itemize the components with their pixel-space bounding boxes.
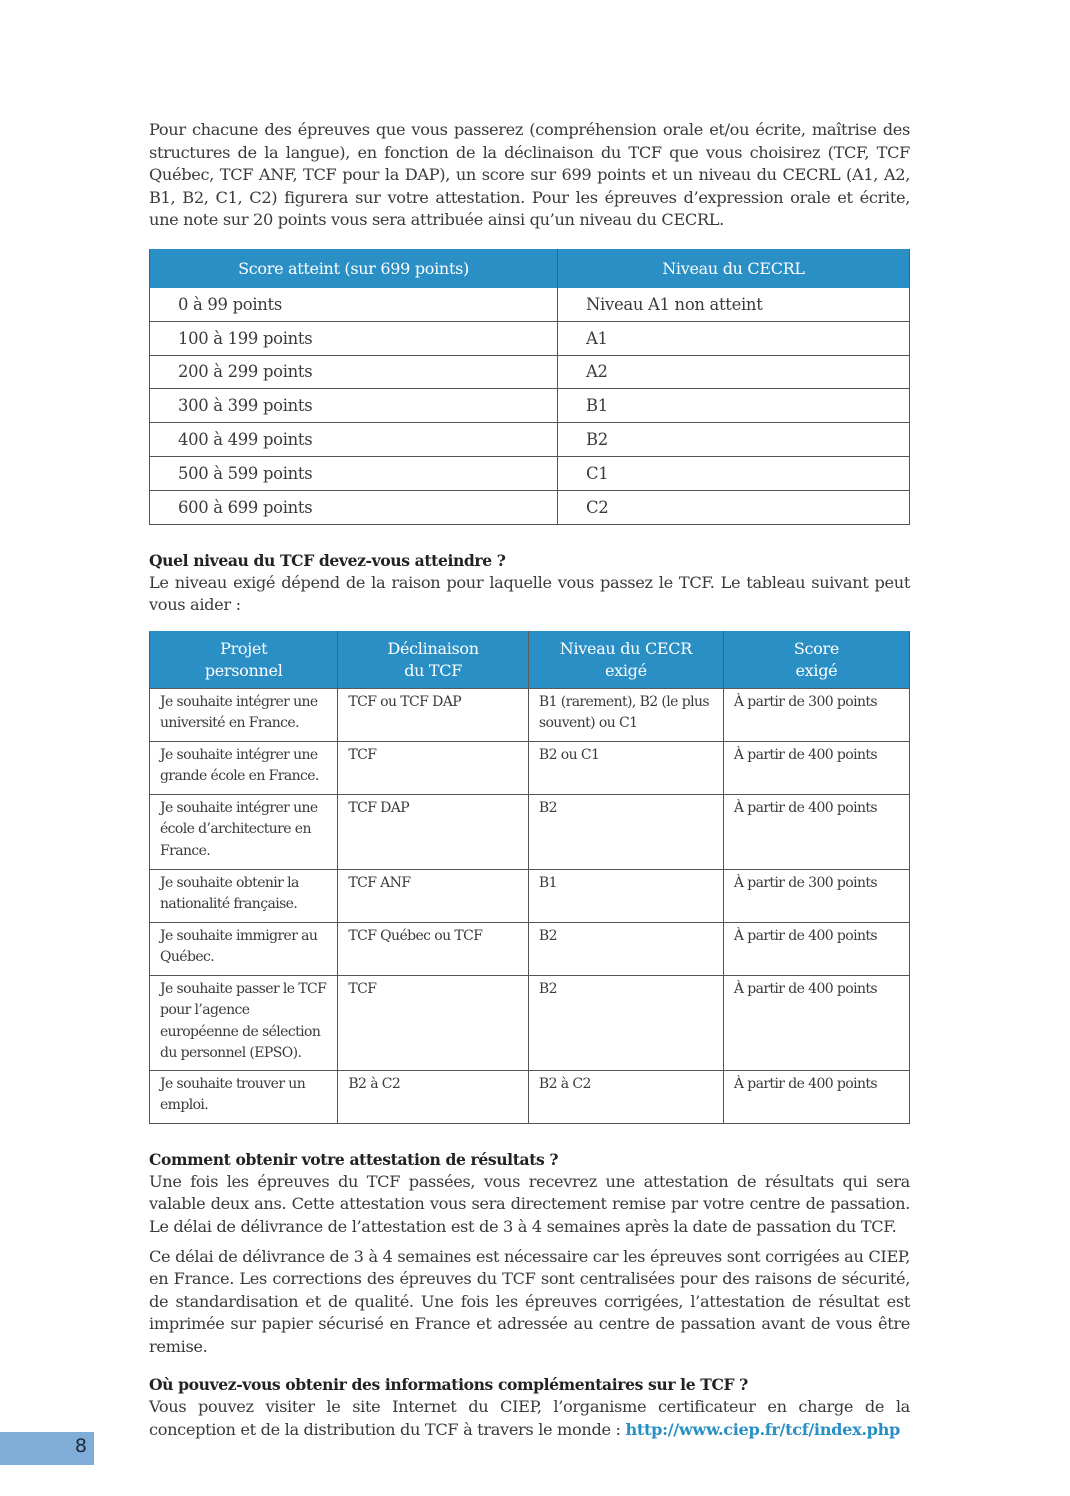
- project-cell: Je souhaite trouver un emploi.: [150, 1070, 338, 1123]
- version-cell: B2 à C2: [338, 1070, 529, 1123]
- version-header: Déclinaison du TCF: [338, 631, 529, 688]
- table-row: [150, 456, 910, 490]
- project-cell: Je souhaite immigrer au Québec.: [150, 922, 338, 975]
- attestation-paragraph-1: Une fois les épreuves du TCF passées, vous recevrez une attestation de résultats qui sera valable deux ans. Cette attestation vous sera directement remise par votre centre de passation. Le délai de délivrance de l’attestation est de 3 à 4 semaines après la date de passation du TCF.: [149, 1171, 910, 1236]
- table-row: [150, 975, 910, 1070]
- level-cell: B2 à C2: [528, 1070, 723, 1123]
- project-cell: Je souhaite intégrer une école d’architecture en France.: [150, 794, 338, 869]
- section-heading-level: Quel niveau du TCF devez-vous atteindre ?: [149, 550, 506, 570]
- info-paragraph: [149, 1396, 910, 1441]
- score-cell: 400 à 499 points: [150, 423, 558, 457]
- score-cell: 500 à 599 points: [150, 456, 558, 490]
- version-cell: TCF ou TCF DAP: [338, 688, 529, 741]
- table-row: [150, 321, 910, 355]
- section-heading-info: Où pouvez-vous obtenir des informations complémentaires sur le TCF ?: [149, 1375, 748, 1395]
- table-row: [150, 794, 910, 869]
- score-cell: 0 à 99 points: [150, 287, 558, 321]
- table-row: [150, 389, 910, 423]
- score-header: Score atteint (sur 699 points): [150, 249, 558, 287]
- level-cell: Niveau A1 non atteint: [558, 287, 910, 321]
- version-cell: TCF: [338, 975, 529, 1070]
- project-cell: Je souhaite intégrer une université en France.: [150, 688, 338, 741]
- table-row: [150, 688, 910, 741]
- table-row: [150, 287, 910, 321]
- table-row: [150, 1070, 910, 1123]
- level-cell: A2: [558, 355, 910, 389]
- score-cell: À partir de 400 points: [723, 794, 909, 869]
- score-cell: À partir de 300 points: [723, 869, 909, 922]
- table-row: [150, 423, 910, 457]
- level-cell: C1: [558, 456, 910, 490]
- score-cell: À partir de 400 points: [723, 922, 909, 975]
- table-row: [150, 355, 910, 389]
- score-cell: 100 à 199 points: [150, 321, 558, 355]
- score-required-header: Score exigé: [723, 631, 909, 688]
- table-row: [150, 869, 910, 922]
- level-cell: B2 ou C1: [528, 741, 723, 794]
- version-cell: TCF DAP: [338, 794, 529, 869]
- level-cell: B2: [528, 922, 723, 975]
- score-level-table: [149, 249, 910, 525]
- version-cell: TCF: [338, 741, 529, 794]
- level-cell: A1: [558, 321, 910, 355]
- project-cell: Je souhaite obtenir la nationalité française.: [150, 869, 338, 922]
- score-cell: À partir de 400 points: [723, 975, 909, 1070]
- table-row: [150, 490, 910, 524]
- level-required-header: Niveau du CECR exigé: [528, 631, 723, 688]
- score-cell: 200 à 299 points: [150, 355, 558, 389]
- info-text: Vous pouvez visiter le site Internet du CIEP, l’organisme certificateur en charge de la conception et de la distribution du TCF à travers le monde :: [149, 1397, 910, 1440]
- table-row: [150, 922, 910, 975]
- project-cell: Je souhaite intégrer une grande école en France.: [150, 741, 338, 794]
- level-cell: B2: [558, 423, 910, 457]
- project-header: Projet personnel: [150, 631, 338, 688]
- table-row: [150, 741, 910, 794]
- section-text-level: Le niveau exigé dépend de la raison pour laquelle vous passez le TCF. Le tableau suivant peut vous aider :: [149, 572, 910, 615]
- level-cell: B1: [558, 389, 910, 423]
- level-cell: B2: [528, 975, 723, 1070]
- score-cell: À partir de 400 points: [723, 741, 909, 794]
- level-cell: C2: [558, 490, 910, 524]
- project-cell: Je souhaite passer le TCF pour l’agence européenne de sélection du personnel (EPSO).: [150, 975, 338, 1070]
- version-cell: TCF ANF: [338, 869, 529, 922]
- score-cell: À partir de 300 points: [723, 688, 909, 741]
- section-heading-attestation: Comment obtenir votre attestation de résultats ?: [149, 1149, 559, 1169]
- score-cell: 300 à 399 points: [150, 389, 558, 423]
- level-cell: B1 (rarement), B2 (le plus souvent) ou C1: [528, 688, 723, 741]
- ciep-link[interactable]: http://www.ciep.fr/tcf/index.php: [625, 1420, 901, 1440]
- attestation-paragraph-2: Ce délai de délivrance de 3 à 4 semaines est nécessaire car les épreuves sont corrigées au CIEP, en France. Les corrections des épreuves du TCF sont centralisées pour des raisons de sécurité, de standardisation et de qualité. Une fois les épreuves corrigées, l’attestation de résultat est imprimée sur papier sécurisé en France et adressée au centre de passation avant de vous être remise.: [149, 1246, 910, 1356]
- project-requirements-table: [149, 631, 910, 1124]
- page-number-box: [0, 1432, 94, 1465]
- version-cell: TCF Québec ou TCF: [338, 922, 529, 975]
- score-cell: 600 à 699 points: [150, 490, 558, 524]
- level-header: Niveau du CECRL: [558, 249, 910, 287]
- score-cell: À partir de 400 points: [723, 1070, 909, 1123]
- level-cell: B2: [528, 794, 723, 869]
- page-number: 8: [74, 1435, 87, 1457]
- page-content: [149, 119, 910, 1442]
- level-cell: B1: [528, 869, 723, 922]
- intro-paragraph: Pour chacune des épreuves que vous passerez (compréhension orale et/ou écrite, maîtrise des structures de la langue), en fonction de la déclinaison du TCF que vous choisirez (TCF, TCF Québec, TCF ANF, TCF pour la DAP), un score sur 699 points et un niveau du CECRL (A1, A2, B1, B2, C1, C2) figurera sur votre attestation. Pour les épreuves d’expression orale et écrite, une note sur 20 points vous sera attribuée ainsi qu’un niveau du CECRL.: [149, 120, 910, 230]
